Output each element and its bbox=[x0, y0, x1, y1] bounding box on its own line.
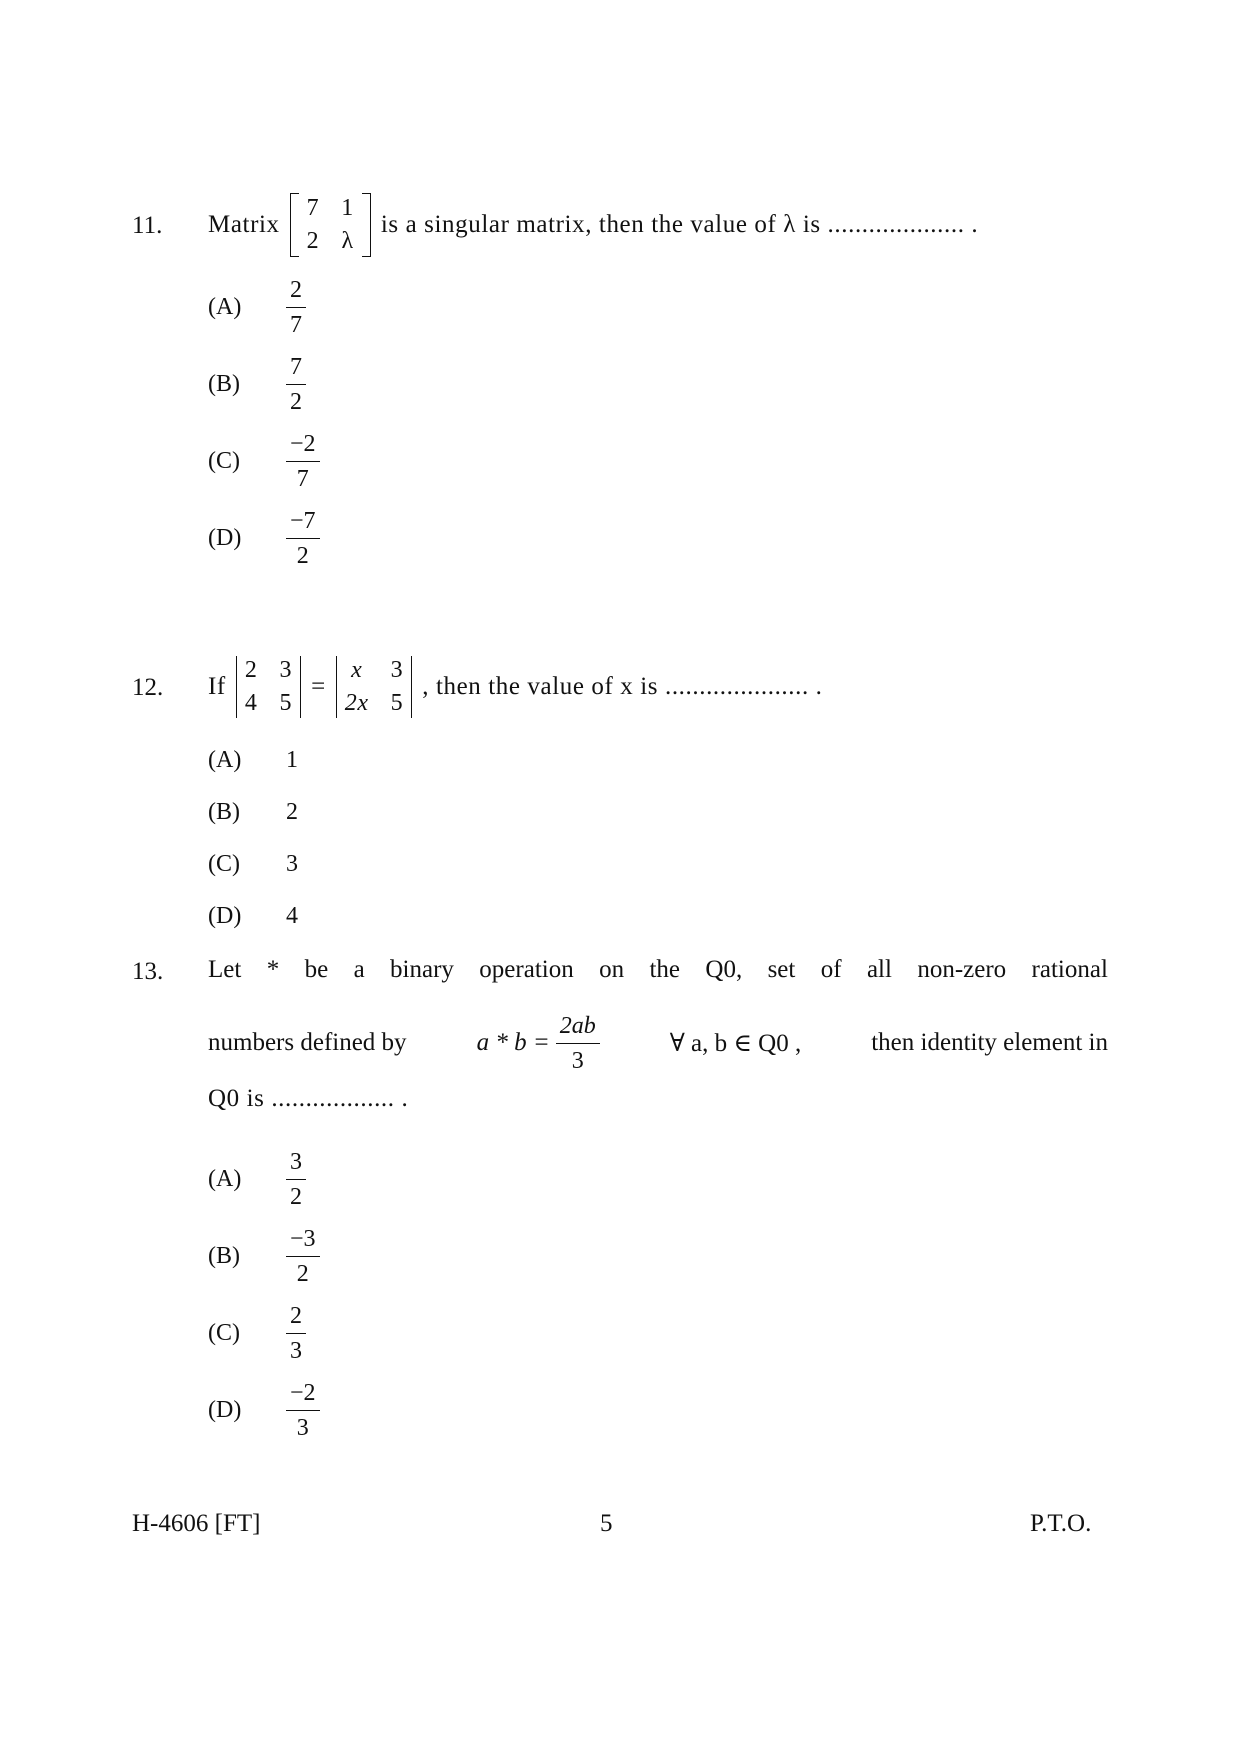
determinant-cell: 2 bbox=[244, 657, 258, 684]
question-11-stem bbox=[208, 190, 978, 260]
determinant-cell: 5 bbox=[279, 690, 293, 716]
option-fraction: $\frac{-3}{2}$ bbox=[286, 1227, 320, 1286]
question-12-determinant-left bbox=[236, 656, 301, 718]
determinant-cell: 3 bbox=[390, 657, 404, 684]
question-11-option-b[interactable] bbox=[208, 355, 306, 414]
option-fraction: $\frac{3}{2}$ bbox=[286, 1150, 306, 1209]
determinant-cell: x bbox=[351, 657, 363, 684]
word: non-zero bbox=[917, 956, 1007, 983]
determinant-bar bbox=[300, 656, 301, 718]
determinant-cell: 5 bbox=[390, 690, 404, 716]
option-value: 1 bbox=[286, 747, 298, 773]
footer-paper-code: H-4606 [FT] bbox=[132, 1510, 261, 1537]
word: of bbox=[820, 956, 842, 983]
line-2-pre: numbers defined by bbox=[208, 1029, 407, 1056]
option-fraction: $\frac{7}{2}$ bbox=[286, 355, 306, 414]
question-13-option-b[interactable] bbox=[208, 1227, 320, 1286]
question-12-text-pre: If bbox=[208, 673, 226, 700]
option-fraction: $\frac{-7}{2}$ bbox=[286, 509, 320, 568]
determinant-bar bbox=[411, 656, 412, 718]
option-label: (D) bbox=[208, 903, 242, 929]
option-label: (A) bbox=[208, 294, 242, 320]
option-label: (B) bbox=[208, 799, 240, 825]
word: Let bbox=[208, 956, 242, 983]
option-label: (D) bbox=[208, 1397, 242, 1423]
option-label: (C) bbox=[208, 448, 240, 474]
question-12-option-c[interactable] bbox=[208, 851, 298, 878]
word: set bbox=[767, 956, 796, 983]
matrix-right-bracket bbox=[362, 193, 371, 257]
question-11-text-pre: Matrix bbox=[208, 211, 280, 238]
option-label: (B) bbox=[208, 371, 240, 397]
formula-lhs: a * b = bbox=[476, 1029, 550, 1056]
option-label: (D) bbox=[208, 525, 242, 551]
question-12-text-post: , then the value of x is ..................... . bbox=[422, 673, 823, 700]
question-11-number: 11. bbox=[132, 212, 163, 239]
question-12-determinant-right bbox=[336, 656, 412, 718]
question-11-option-d[interactable] bbox=[208, 509, 320, 568]
option-label: (A) bbox=[208, 747, 242, 773]
question-11-text-post: is a singular matrix, then the value of λ is .................... . bbox=[380, 211, 979, 238]
determinant-cell: 4 bbox=[244, 690, 258, 716]
option-value: 2 bbox=[286, 799, 298, 825]
question-12-number: 12. bbox=[132, 674, 164, 701]
word: Q0, bbox=[705, 956, 743, 983]
equals-sign: = bbox=[311, 673, 326, 700]
option-fraction: $\frac{2}{3}$ bbox=[286, 1304, 306, 1363]
question-13-number: 13. bbox=[132, 958, 164, 985]
matrix-cell: 7 bbox=[306, 195, 320, 222]
question-13-option-d[interactable] bbox=[208, 1381, 320, 1440]
option-value: 4 bbox=[286, 903, 298, 929]
option-label: (C) bbox=[208, 851, 240, 877]
determinant-cell: 2x bbox=[344, 690, 369, 716]
question-11-option-c[interactable] bbox=[208, 432, 320, 491]
matrix-cell: 2 bbox=[306, 228, 320, 254]
option-fraction: $\frac{-2}{3}$ bbox=[286, 1381, 320, 1440]
question-12-option-d[interactable] bbox=[208, 903, 298, 930]
footer-pto: P.T.O. bbox=[1030, 1510, 1092, 1537]
question-13-option-a[interactable] bbox=[208, 1150, 306, 1209]
line-2-post: then identity element in bbox=[871, 1029, 1108, 1056]
question-11-matrix bbox=[290, 193, 371, 257]
word: operation bbox=[479, 956, 574, 983]
formula-fraction: $\frac{2ab}{3}$ bbox=[556, 1014, 600, 1073]
binary-operation-formula bbox=[477, 1014, 600, 1073]
word: on bbox=[599, 956, 625, 983]
option-label: (B) bbox=[208, 1243, 240, 1269]
question-13-line-1 bbox=[208, 956, 1108, 984]
question-13-line-2 bbox=[208, 1008, 1108, 1078]
question-11-option-a[interactable] bbox=[208, 278, 306, 337]
matrix-cell: 1 bbox=[341, 195, 354, 222]
word: rational bbox=[1031, 956, 1108, 983]
word: a bbox=[353, 956, 365, 983]
question-13-line-3: Q0 is .................. . bbox=[208, 1085, 409, 1112]
question-12-option-a[interactable] bbox=[208, 747, 298, 774]
determinant-cell: 3 bbox=[279, 657, 293, 684]
word: all bbox=[866, 956, 892, 983]
matrix-left-bracket bbox=[290, 193, 299, 257]
footer-page-number: 5 bbox=[600, 1510, 613, 1537]
word: binary bbox=[390, 956, 454, 983]
option-fraction: $\frac{-2}{7}$ bbox=[286, 432, 320, 491]
option-value: 3 bbox=[286, 851, 298, 877]
word: * bbox=[266, 956, 280, 983]
option-label: (C) bbox=[208, 1320, 240, 1346]
option-label: (A) bbox=[208, 1166, 242, 1192]
word: be bbox=[304, 956, 329, 983]
word: the bbox=[649, 956, 681, 983]
question-12-stem bbox=[208, 652, 823, 722]
matrix-cell: λ bbox=[341, 228, 354, 254]
option-fraction: $\frac{2}{7}$ bbox=[286, 278, 306, 337]
forall-clause: ∀ a, b ∈ Q0 , bbox=[669, 1030, 802, 1057]
question-13-option-c[interactable] bbox=[208, 1304, 306, 1363]
question-12-option-b[interactable] bbox=[208, 799, 298, 826]
